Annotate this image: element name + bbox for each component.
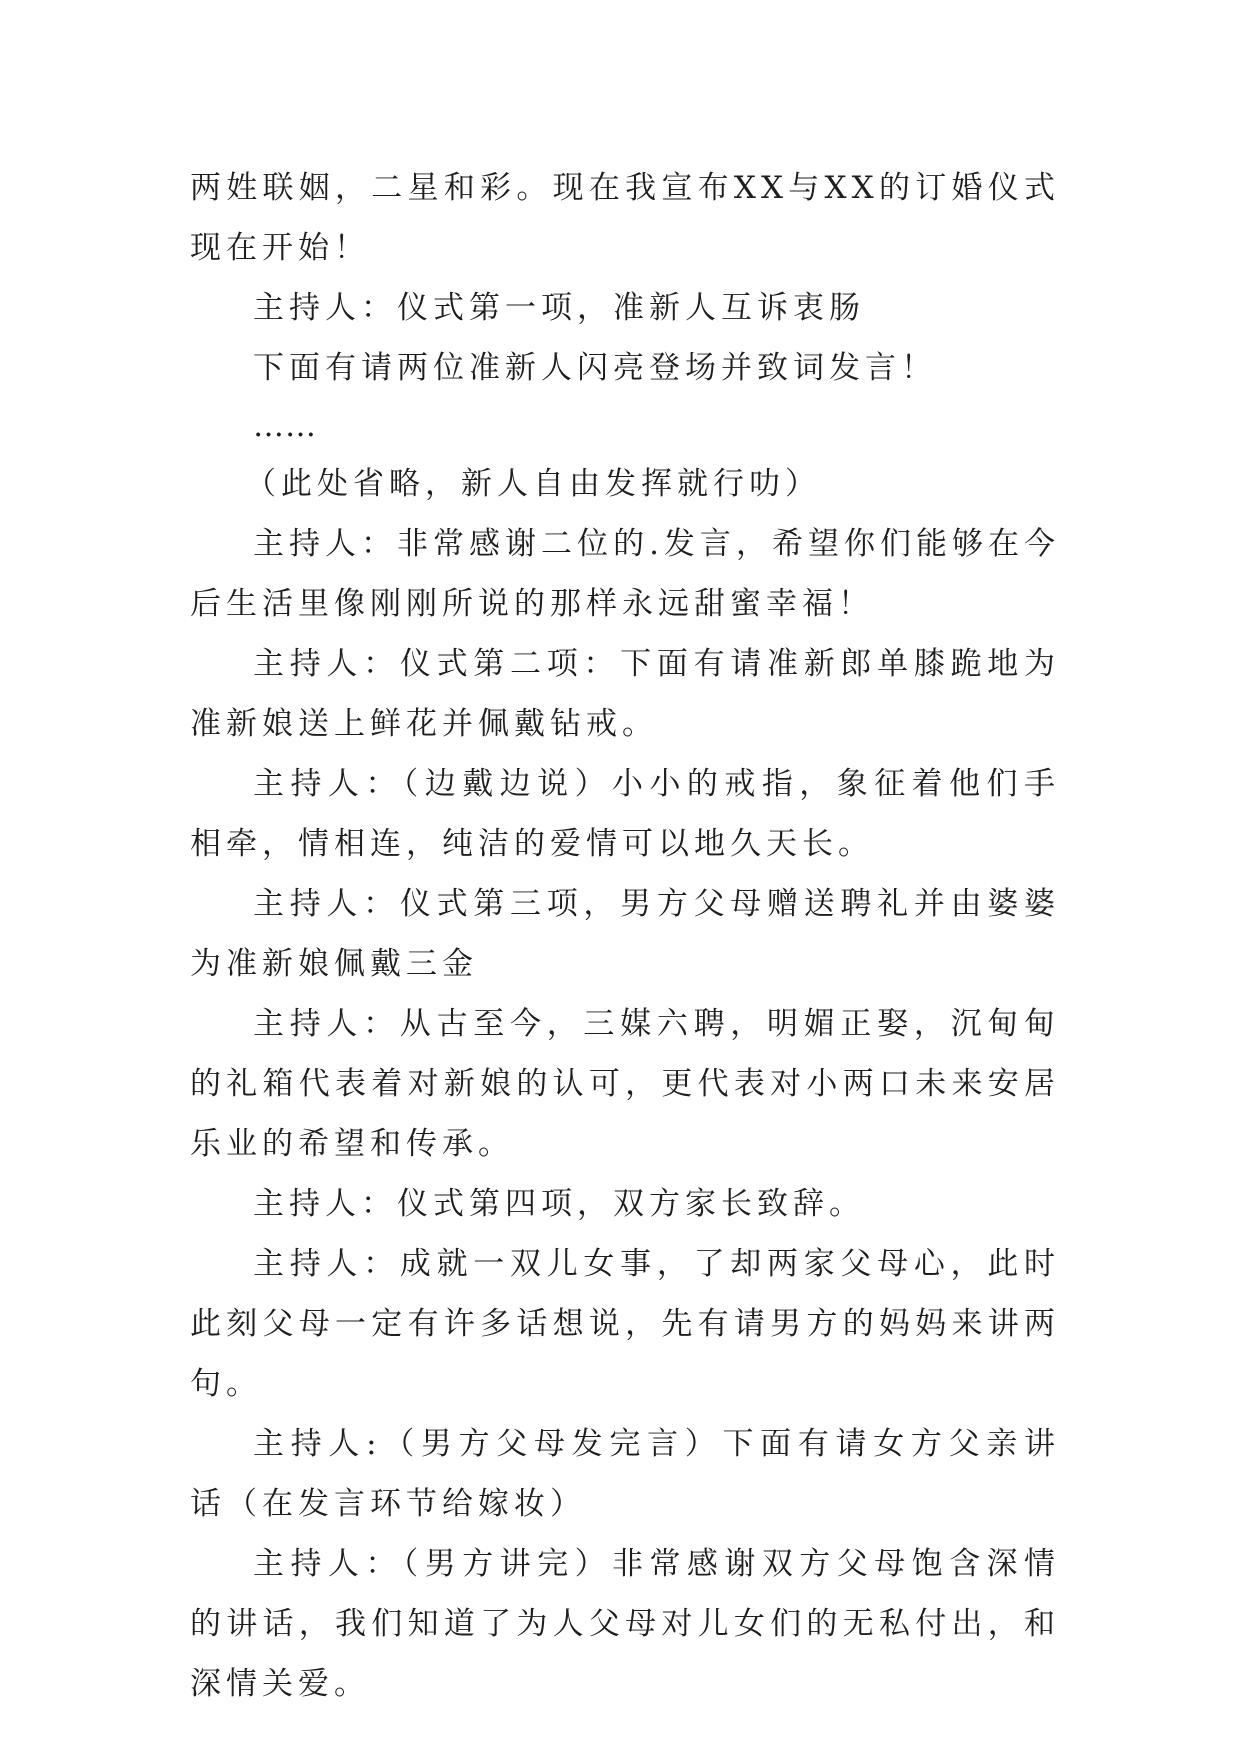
paragraph-ceremony-item-3: 主持人：仪式第三项，男方父母赠送聘礼并由婆婆为准新娘佩戴三金 bbox=[190, 886, 1060, 982]
paragraph-ceremony-item-2: 主持人：仪式第二项：下面有请准新郎单膝跪地为准新娘送上鲜花并佩戴钻戒。 bbox=[190, 646, 1060, 742]
paragraph-thanks-parents: 主持人：（男方讲完）非常感谢双方父母饱含深情的讲话，我们知道了为人父母对儿女们的无私付出，和深情关爱。 bbox=[190, 1546, 1060, 1702]
paragraph-omitted-note: （此处省略，新人自由发挥就行叻） bbox=[245, 466, 821, 502]
paragraph-invite-couple: 下面有请两位准新人闪亮登场并致词发言！ bbox=[253, 350, 937, 386]
paragraph-betrothal-gifts: 主持人：从古至今，三媒六聘，明媚正娶，沉甸甸的礼箱代表着对新娘的认可，更代表对小两口未来安居乐业的希望和传承。 bbox=[190, 1006, 1060, 1162]
paragraph-thanks-couple: 主持人：非常感谢二位的.发言，希望你们能够在今后生活里像刚刚所说的那样永远甜蜜幸福！ bbox=[190, 526, 1060, 622]
paragraph-ellipsis: …… bbox=[253, 408, 317, 444]
paragraph-ring-speech: 主持人：（边戴边说）小小的戒指，象征着他们手相牵，情相连，纯洁的爱情可以地久天长。 bbox=[190, 766, 1060, 862]
paragraph-ceremony-item-4: 主持人：仪式第四项，双方家长致辞。 bbox=[253, 1186, 865, 1222]
paragraph-parents-intro: 主持人：成就一双儿女事，了却两家父母心，此时此刻父母一定有许多话想说，先有请男方的妈妈来讲两句。 bbox=[190, 1246, 1060, 1402]
paragraph-ceremony-item-1: 主持人：仪式第一项，准新人互诉衷肠 bbox=[253, 290, 865, 326]
document-body bbox=[190, 158, 1060, 1714]
paragraph-bride-father: 主持人:（男方父母发完言）下面有请女方父亲讲话（在发言环节给嫁妆） bbox=[190, 1426, 1060, 1522]
paragraph-opening: 两姓联姻，二星和彩。现在我宣布XX与XX的订婚仪式现在开始！ bbox=[190, 170, 1060, 266]
